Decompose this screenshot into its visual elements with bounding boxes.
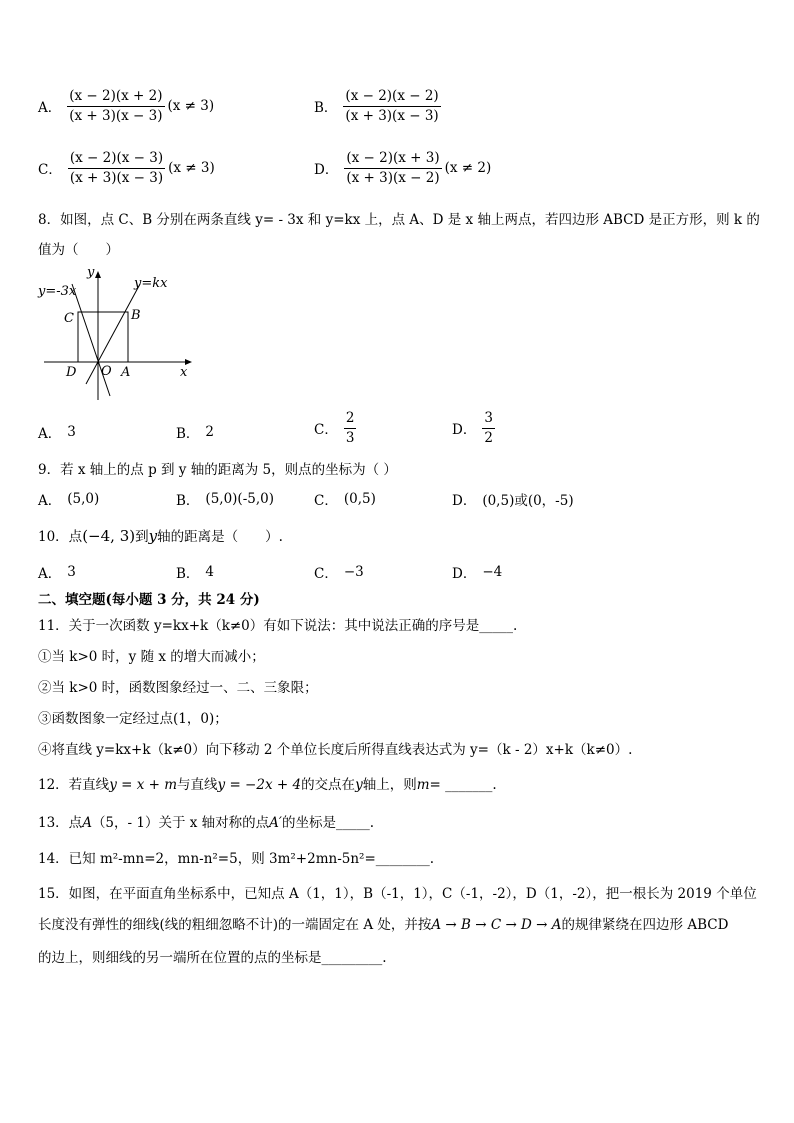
label-o: O bbox=[101, 364, 112, 379]
q8-figure bbox=[30, 260, 205, 405]
y-axis-arrow bbox=[95, 271, 101, 278]
q11-item-4: ④将直线 y=kx+k（k≠0）向下移动 2 个单位长度后所得直线表达式为 y=（k - 2）x+k（k≠0）. bbox=[38, 742, 633, 758]
q11-item-2: ②当 k>0 时，函数图象经过一、二、三象限； bbox=[38, 680, 318, 696]
q9-option-b: B． (5,0)(-5,0) bbox=[176, 491, 274, 509]
q8-option-b: B． 2 bbox=[176, 424, 215, 442]
q10-option-b: B． 4 bbox=[176, 564, 215, 582]
q7-option-b: B． $\frac{(x - 2)(x - 2)}{(x + 3)(x - 3)}$ bbox=[314, 88, 439, 124]
q11-item-1: ①当 k>0 时，y 随 x 的增大而减小； bbox=[38, 649, 265, 665]
q15-text-line2: 长度没有弹性的细线(线的粗细忽略不计)的一端固定在 A 处，并按A → B → C → D → A的规律紧绕在四边形 ABCD bbox=[38, 917, 729, 933]
label-line1: y=-3x bbox=[38, 284, 77, 299]
label-c: C bbox=[64, 311, 74, 326]
q11-text: 11．关于一次函数 y=kx+k（k≠0）有如下说法：其中说法正确的序号是_____. bbox=[38, 618, 518, 634]
label-x-axis: x bbox=[180, 365, 188, 380]
label-d: D bbox=[66, 365, 77, 380]
label-b: B bbox=[131, 308, 141, 323]
q9-option-a: A． (5,0) bbox=[38, 491, 100, 509]
line-y-kx bbox=[86, 284, 140, 384]
q7-option-d-fraction: $\frac{(x - 2)(x + 3)}{(x + 3)(x - 2)}$ bbox=[346, 150, 440, 186]
q7-option-a: A． $\frac{(x - 2)(x + 2)}{(x + 3)(x - 3)}$ (x ≠ 3) bbox=[38, 88, 215, 124]
q14-text: 14．已知 m²-mn=2，mn-n²=5，则 3m²+2mn-5n²=________. bbox=[38, 851, 435, 867]
q8-option-c: C． $\frac{2}{3}$ bbox=[314, 410, 355, 446]
q10-option-a: A． 3 bbox=[38, 564, 76, 582]
label-y-axis: y bbox=[87, 265, 95, 280]
q8-option-a: A． 3 bbox=[38, 424, 76, 442]
q8-text-line2: 值为（ ） bbox=[38, 242, 119, 258]
q12-text: 12．若直线y = x + m与直线y = −2x + 4的交点在y轴上，则m= _______. bbox=[38, 777, 497, 793]
q7-option-b-fraction: $\frac{(x - 2)(x - 2)}{(x + 3)(x - 3)}$ bbox=[345, 88, 439, 124]
q10-text: 10．点(−4, 3)到y轴的距离是（ ）. bbox=[38, 527, 283, 545]
q11-item-3: ③函数图象一定经过点(1，0)； bbox=[38, 711, 228, 727]
q13-text: 13．点A（5，- 1）关于 x 轴对称的点A′的坐标是_____. bbox=[38, 815, 375, 831]
q7-option-c: C． $\frac{(x - 2)(x - 3)}{(x + 3)(x - 3)}$ (x ≠ 3) bbox=[38, 150, 215, 186]
q10-option-d: D． −4 bbox=[452, 564, 503, 582]
q7-option-c-fraction: $\frac{(x - 2)(x - 3)}{(x + 3)(x - 3)}$ bbox=[69, 150, 164, 186]
q8-option-d: D． $\frac{3}{2}$ bbox=[452, 410, 493, 446]
q9-option-c: C． (0,5) bbox=[314, 491, 376, 509]
q9-text: 9．若 x 轴上的点 p 到 y 轴的距离为 5，则点的坐标为（ ） bbox=[38, 462, 397, 478]
q10-option-c: C． −3 bbox=[314, 564, 364, 582]
q7-option-a-fraction: $\frac{(x - 2)(x + 2)}{(x + 3)(x - 3)}$ bbox=[69, 88, 163, 124]
q9-option-d: D． (0,5)或(0，-5) bbox=[452, 493, 574, 509]
q8-text-line1: 8．如图，点 C、B 分别在两条直线 y= - 3x 和 y=kx 上，点 A、D 是 x 轴上两点，若四边形 ABCD 是正方形，则 k 的 bbox=[38, 212, 760, 228]
label-line2: y=kx bbox=[134, 276, 168, 291]
label-a: A bbox=[121, 365, 131, 380]
section-heading: 二、填空题(每小题 3 分，共 24 分) bbox=[38, 592, 260, 608]
q15-text-line1: 15．如图，在平面直角坐标系中，已知点 A（1，1），B（-1，1），C（-1，-2），D（1，-2），把一根长为 2019 个单位 bbox=[38, 886, 757, 902]
q7-option-d: D． $\frac{(x - 2)(x + 3)}{(x + 3)(x - 2)}$ (x ≠ 2) bbox=[314, 150, 492, 186]
q15-text-line3: 的边上，则细线的另一端所在位置的点的坐标是_________. bbox=[38, 950, 387, 966]
